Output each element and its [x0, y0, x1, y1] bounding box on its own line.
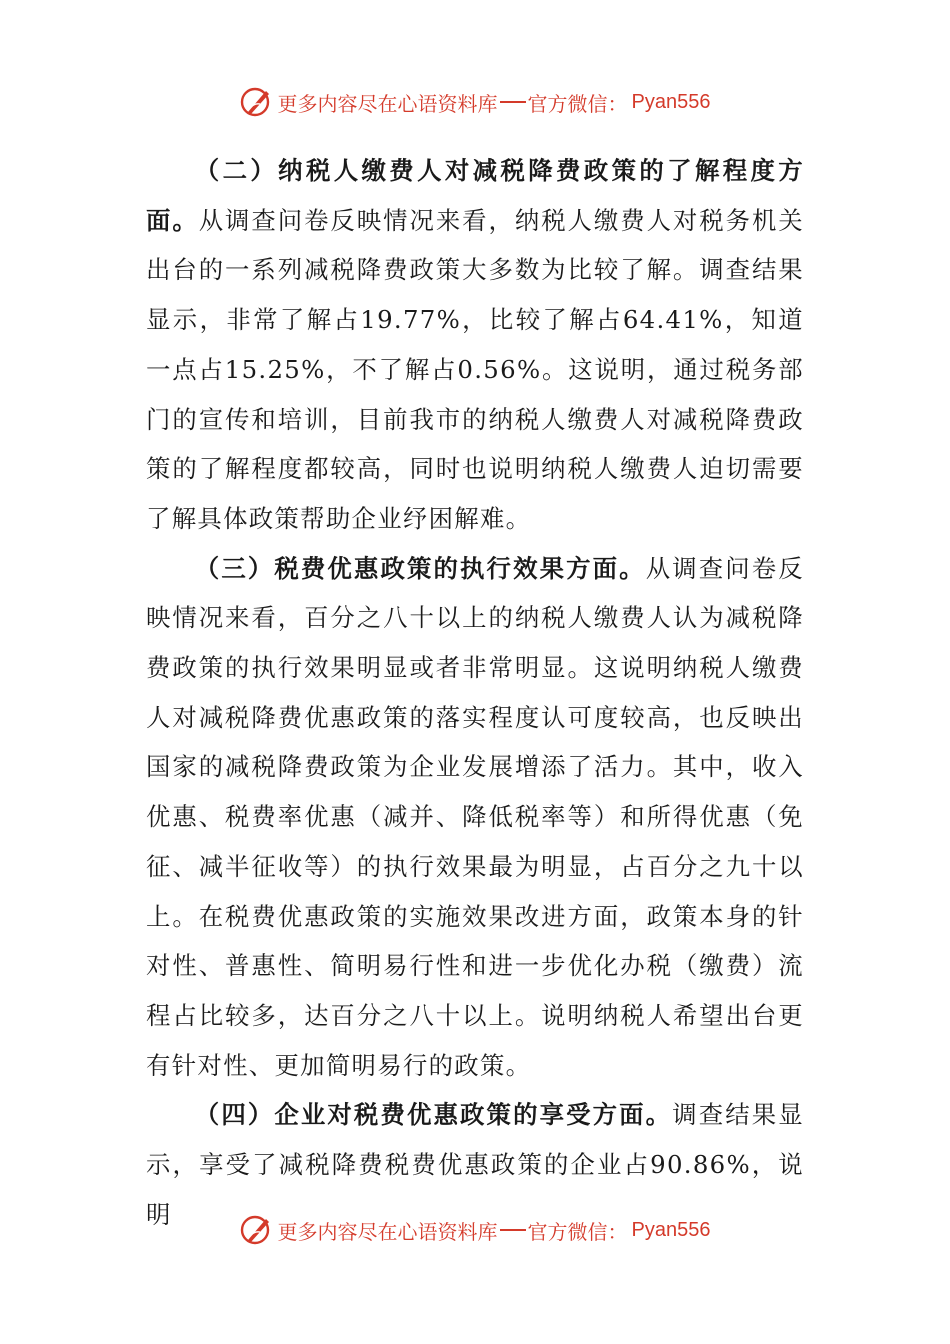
section-body: 从调查问卷反映情况来看，纳税人缴费人对税务机关出台的一系列减税降费政策大多数为比较了解。调查结果显示，非常了解占19.77%，比较了解占64.41%，知道一点占15.25%，不了解占0.56%。这说明，通过税务部门的宣传和培训，目前我市的纳税人缴费人对减税降费政策的了解程度都较高，同时也说明纳税人缴费人迫切需要了解具体政策帮助企业纾困解难。: [146, 205, 804, 533]
paragraph-understanding: [146, 146, 804, 544]
watermark-id: Pyan556: [631, 90, 711, 113]
watermark-text: 更多内容尽在心语资料库: [277, 1219, 498, 1244]
section-body: 从调查问卷反映情况来看，百分之八十以上的纳税人缴费人认为减税降费政策的执行效果明显或者非常明显。这说明纳税人缴费人对减税降费优惠政策的落实程度认可度较高，也反映出国家的减税降费政策为企业发展增添了活力。其中，收入优惠、税费率优惠（减并、降低税率等）和所得优惠（免征、减半征收等）的执行效果最为明显，占百分之九十以上。在税费优惠政策的实施效果改进方面，政策本身的针对性、普惠性、简明易行性和进一步优化办税（缴费）流程占比较多，达百分之八十以上。说明纳税人希望出台更有针对性、更加简明易行的政策。: [146, 553, 804, 1080]
header-watermark: [0, 82, 950, 122]
watermark-dash: [500, 1229, 526, 1231]
section-heading: （二）纳税人缴费人对减税降费政策的了解程度方面。: [146, 156, 804, 235]
watermark-label: 官方微信：: [527, 1219, 628, 1244]
watermark-text: 更多内容尽在心语资料库: [277, 91, 498, 116]
document-body: [146, 146, 804, 1239]
section-body: 调查结果显示，享受了减税降费税费优惠政策的企业占90.86%，说明: [146, 1100, 804, 1229]
footer-watermark: [0, 1210, 950, 1250]
paragraph-effect: [146, 544, 804, 1091]
quill-logo-icon: [240, 1213, 274, 1247]
watermark-id: Pyan556: [631, 1218, 711, 1241]
section-heading: （四）企业对税费优惠政策的享受方面。: [194, 1100, 673, 1130]
watermark-label: 官方微信：: [527, 91, 628, 116]
watermark-dash: [500, 101, 526, 103]
quill-logo-icon: [240, 85, 274, 119]
section-heading: （三）税费优惠政策的执行效果方面。: [194, 553, 646, 583]
